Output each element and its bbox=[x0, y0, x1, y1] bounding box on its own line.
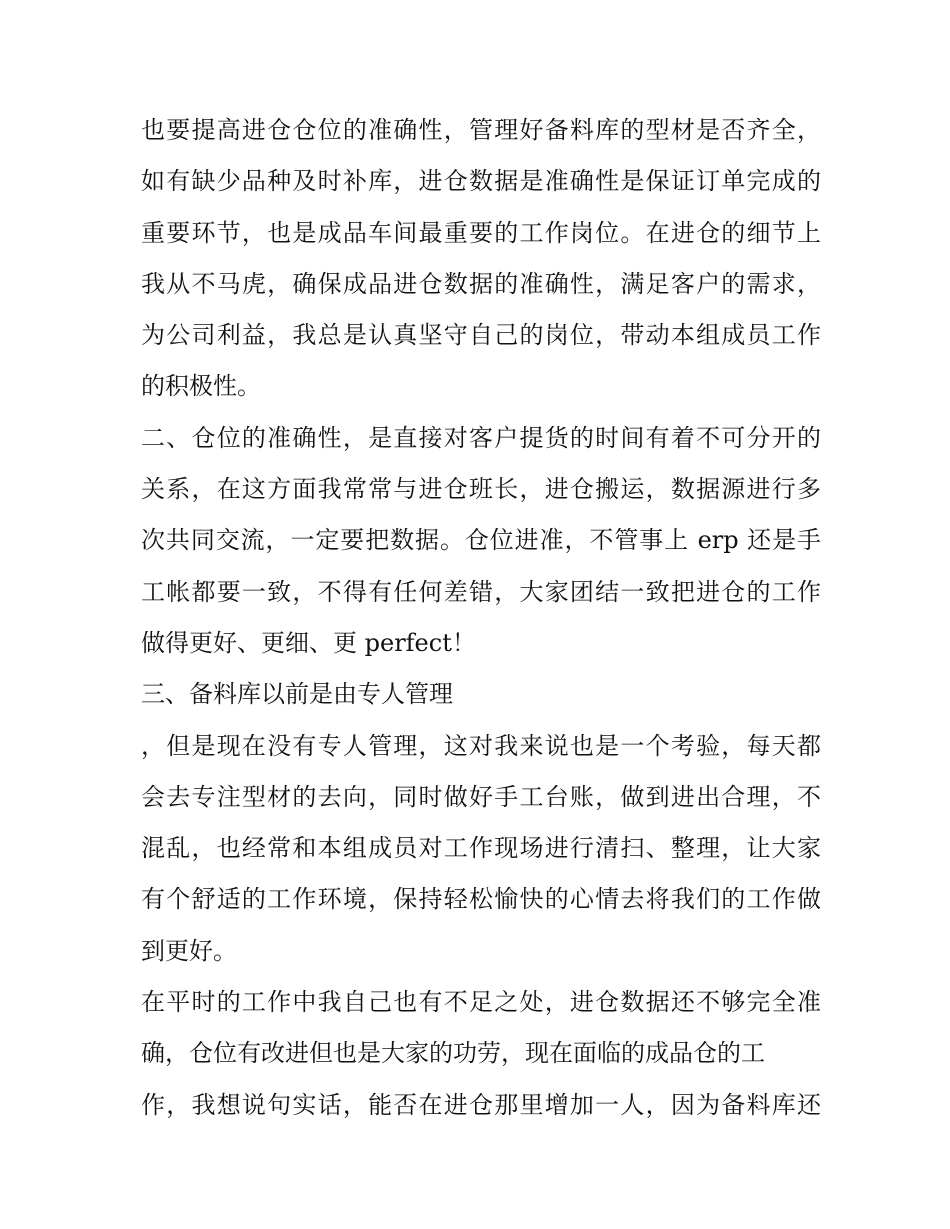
text-line: 工帐都要一致，不得有任何差错，大家团结一致把进仓的工作 bbox=[141, 577, 821, 606]
text-line: 确，仓位有改进但也是大家的功劳，现在面临的成品仓的工 bbox=[141, 1039, 765, 1068]
text-line: 混乱，也经常和本组成员对工作现场进行清扫、整理，让大家 bbox=[141, 834, 821, 863]
text-line: 我从不马虎，确保成品进仓数据的准确性，满足客户的需求， bbox=[141, 269, 821, 298]
body-text bbox=[141, 105, 821, 1131]
text-line: 关系，在这方面我常常与进仓班长，进仓搬运，数据源进行多 bbox=[141, 475, 821, 504]
text-line: 为公司利益，我总是认真坚守自己的岗位，带动本组成员工作 bbox=[141, 321, 821, 350]
text-line: 作，我想说句实话，能否在进仓那里增加一人，因为备料库还 bbox=[141, 1090, 821, 1119]
text-line: 的积极性。 bbox=[141, 372, 261, 401]
text-line: 三、备料库以前是由专人管理 bbox=[141, 680, 453, 709]
text-line: 次共同交流，一定要把数据。仓位进准，不管事上 erp 还是手 bbox=[141, 526, 821, 555]
text-line: 在平时的工作中我自己也有不足之处，进仓数据还不够完全准 bbox=[141, 988, 821, 1017]
text-line: 到更好。 bbox=[141, 936, 237, 965]
text-line: 有个舒适的工作环境，保持轻松愉快的心情去将我们的工作做 bbox=[141, 885, 821, 914]
text-line: 会去专注型材的去向，同时做好手工台账，做到进出合理，不 bbox=[141, 782, 821, 811]
text-line: 做得更好、更细、更 perfect！ bbox=[141, 628, 476, 657]
text-line: 重要环节，也是成品车间最重要的工作岗位。在进仓的细节上 bbox=[141, 218, 821, 247]
text-line: 如有缺少品种及时补库，进仓数据是准确性是保证订单完成的 bbox=[141, 167, 821, 196]
text-line: 二、仓位的准确性，是直接对客户提货的时间有着不可分开的 bbox=[141, 423, 821, 452]
text-line: ，但是现在没有专人管理，这对我来说也是一个考验，每天都 bbox=[141, 731, 821, 760]
text-line: 也要提高进仓仓位的准确性，管理好备料库的型材是否齐全， bbox=[141, 116, 821, 144]
